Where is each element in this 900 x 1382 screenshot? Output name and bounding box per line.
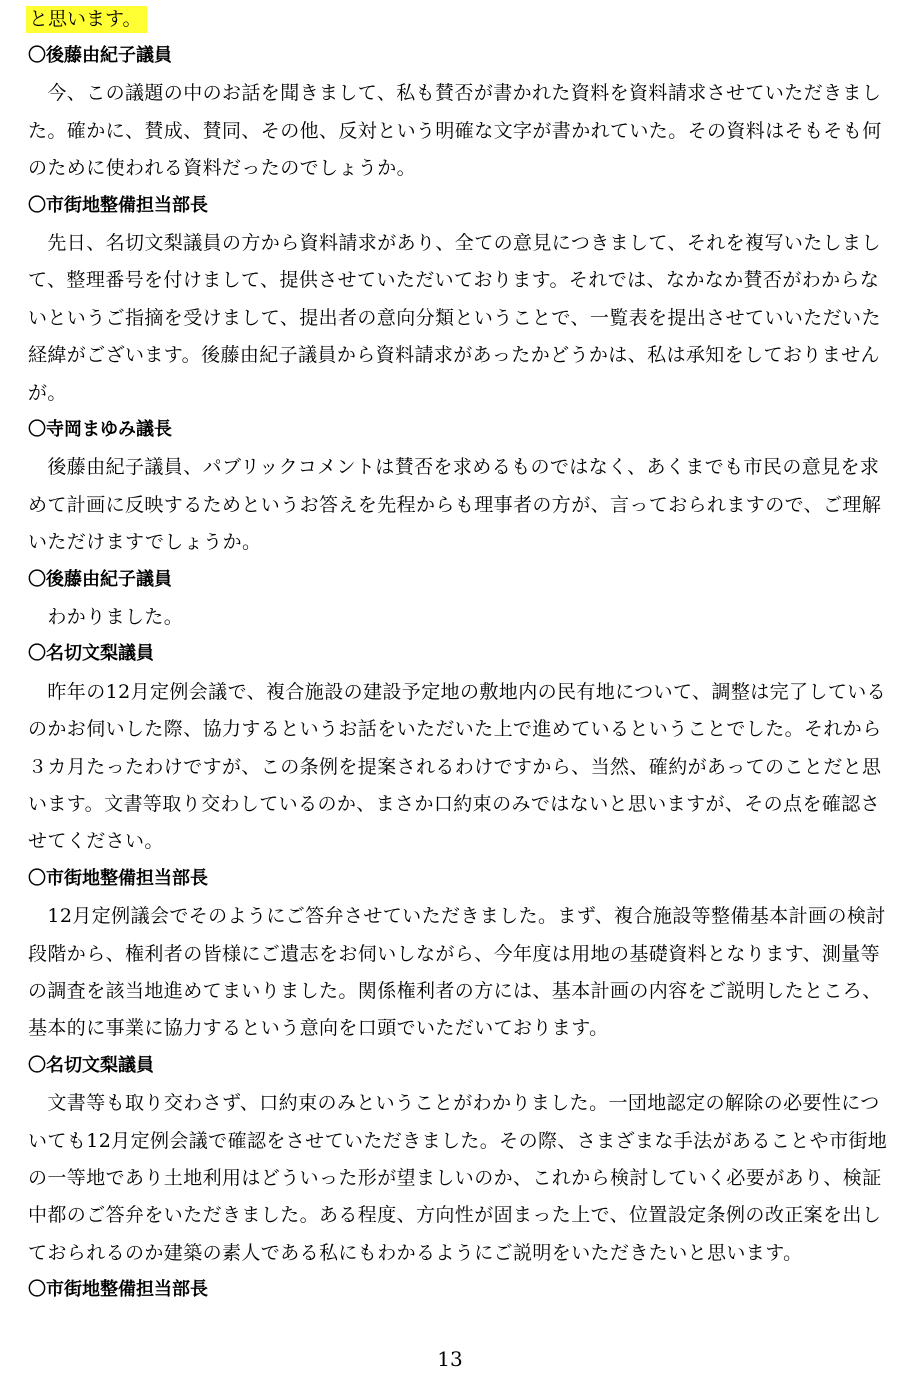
speaker-name: 〇市街地整備担当部長	[28, 868, 208, 889]
speech-line: いただけますでしょうか。	[28, 531, 262, 553]
speech-line: めて計画に反映するためというお答えを先程からも理事者の方が、言っておられますので、ご理解	[28, 494, 882, 516]
speaker-name: 〇市街地整備担当部長	[28, 195, 208, 216]
speech-line: 文書等も取り交わさず、口約束のみということがわかりました。一団地認定の解除の必要性につ	[28, 1092, 880, 1114]
speech-line: 経緯がございます。後藤由紀子議員から資料請求があったかどうかは、私は承知をしておりません	[28, 344, 880, 366]
speaker-name: 〇後藤由紀子議員	[28, 569, 172, 590]
highlighted-text: と思います。	[26, 6, 147, 33]
speech-line: 段階から、権利者の皆様にご遺志をお伺いしながら、今年度は用地の基礎資料となります、測量等	[28, 943, 881, 965]
speech-line: のために使われる資料だったのでしょうか。	[28, 157, 417, 179]
speech-line: 今、この議題の中のお話を聞きまして、私も賛否が書かれた資料を資料請求させていただきまし	[28, 82, 882, 104]
page-number: 13	[437, 1347, 463, 1371]
speech-line: た。確かに、賛成、賛同、その他、反対という明確な文字が書かれていた。その資料はそもそも何	[28, 120, 882, 142]
speech-line: が。	[28, 382, 67, 404]
speech-line: せてください。	[28, 830, 164, 852]
speech-line: 昨年の12月定例会議で、複合施設の建設予定地の敷地内の民有地について、調整は完了している	[28, 681, 887, 703]
speech-line: いても12月定例会議で確認をさせていただきました。その際、さまざまな手法があることや市街地	[28, 1130, 888, 1152]
speech-line: 後藤由紀子議員、パブリックコメントは賛否を求めるものではなく、あくまでも市民の意見を求	[28, 456, 880, 478]
speech-line: います。文書等取り交わしているのか、まさか口約束のみではないと思いますが、その点を確認さ	[28, 793, 881, 815]
speech-line: 基本的に事業に協力するという意向を口頭でいただいております。	[28, 1017, 609, 1039]
speaker-name: 〇名切文梨議員	[28, 1055, 154, 1076]
speaker-name: 〇市街地整備担当部長	[28, 1279, 208, 1300]
speaker-name: 〇後藤由紀子議員	[28, 45, 172, 66]
speech-line: いというご指摘を受けまして、提出者の意向分類ということで、一覧表を提出させていいただいた	[28, 307, 881, 329]
speech-line: ３カ月たったわけですが、この条例を提案されるわけですから、当然、確約があってのことだと思	[28, 756, 882, 778]
speech-line: のかお伺いした際、協力するというお話をいただいた上で進めているということでした。それから	[28, 718, 882, 740]
speech-line: の調査を該当地進めてまいりました。関係権利者の方には、基本計画の内容をご説明したところ、	[28, 980, 882, 1002]
speech-line: ておられるのか建築の素人である私にもわかるようにご説明をいただきたいと思います。	[28, 1242, 803, 1264]
speech-line: わかりました。	[28, 606, 184, 628]
speech-line: 先日、名切文梨議員の方から資料請求があり、全ての意見につきまして、それを複写いたしまし	[28, 232, 881, 254]
speech-line: の一等地であり土地利用はどういった形が望ましいのか、これから検討していく必要があり、検証	[28, 1167, 882, 1189]
speech-line: 中都のご答弁をいただきました。ある程度、方向性が固まった上で、位置設定条例の改正案を出し	[28, 1204, 882, 1226]
speaker-name: 〇名切文梨議員	[28, 643, 154, 664]
speech-line: 12月定例議会でそのようにご答弁させていただきました。まず、複合施設等整備基本計画の検討	[28, 905, 886, 927]
speech-line: て、整理番号を付けまして、提供させていただいております。それでは、なかなか賛否がわからな	[28, 269, 880, 291]
speaker-name: 〇寺岡まゆみ議長	[28, 419, 172, 440]
